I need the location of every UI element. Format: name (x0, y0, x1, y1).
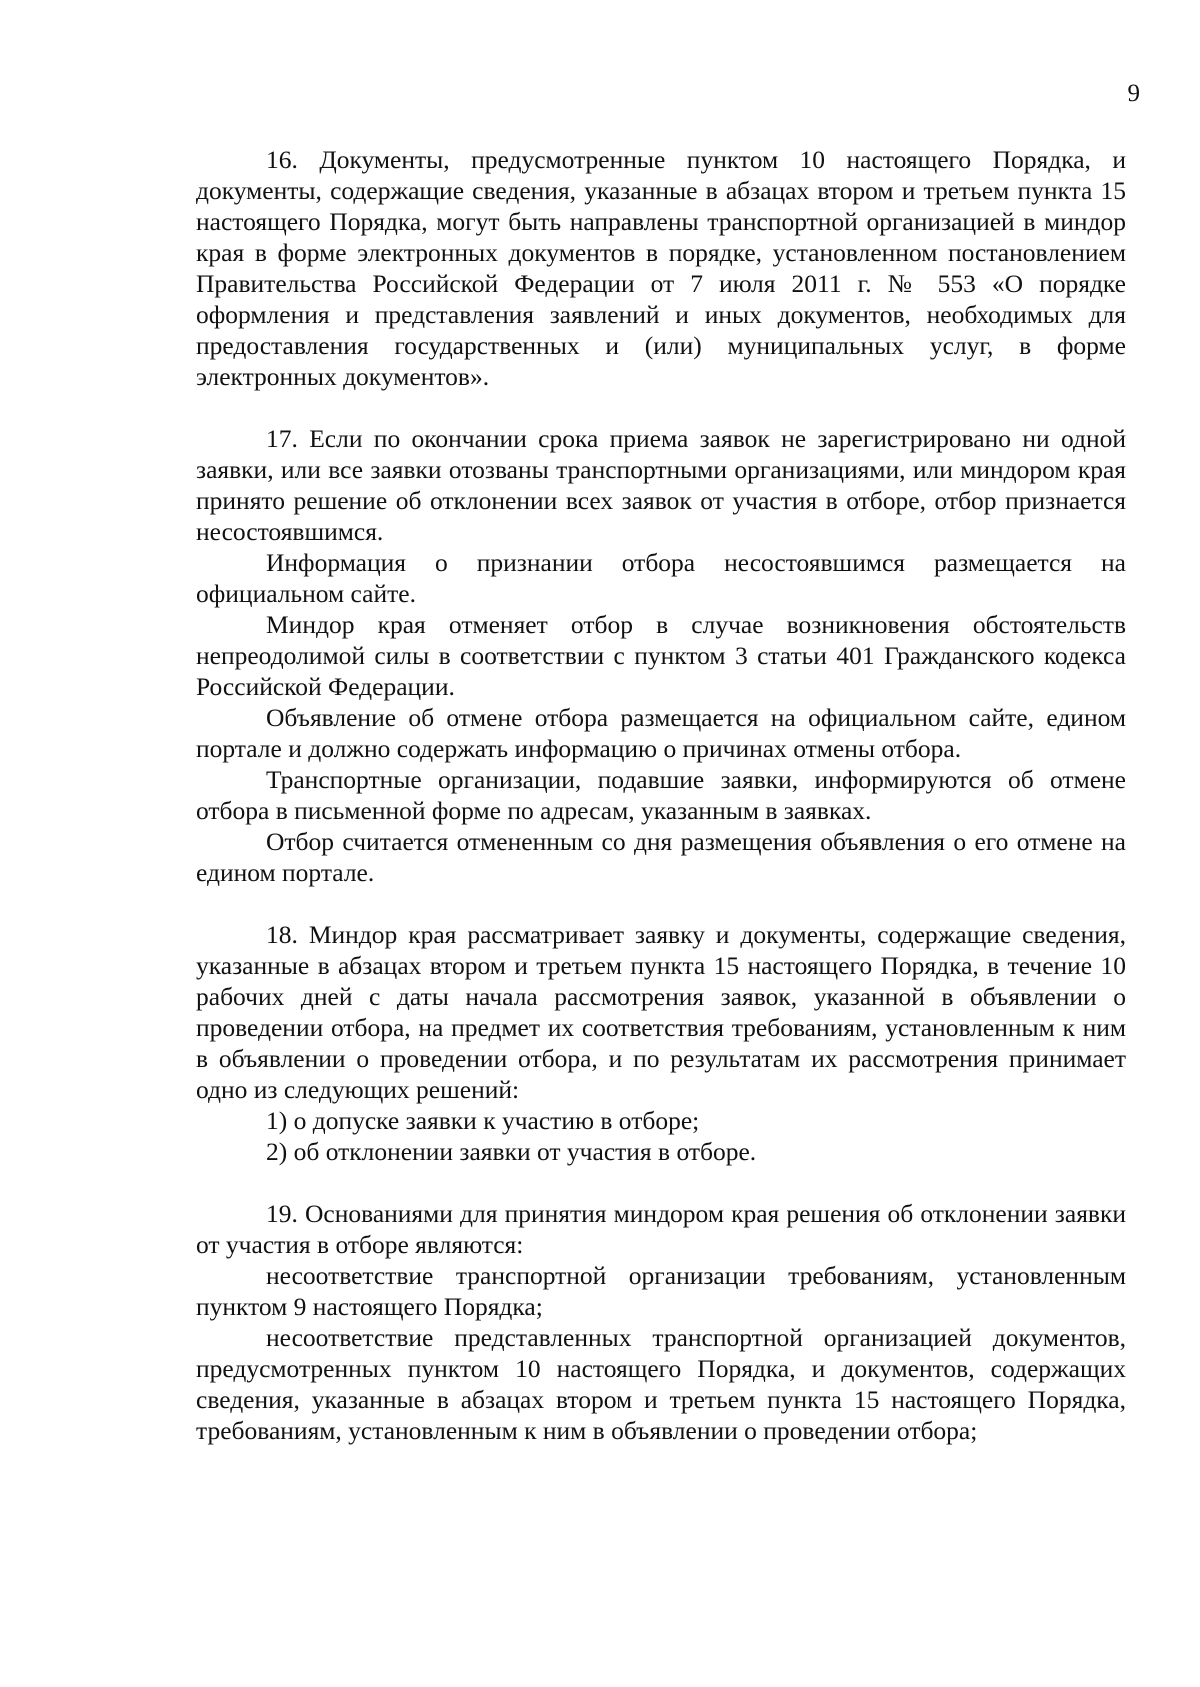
paragraph-16: 16. Документы, предусмотренные пунктом 10 настоящего Порядка, и документы, содержащие сведения, указанные в абзацах втором и третьем пункта 15 настоящего Порядка, могут быть направлены транспортной организацией в миндор края в форме электронных документов в порядке, установленном постановлением Правительства Российской Федерации от 7 июля 2011 г. № 553 «О порядке оформления и представления заявлений и иных документов, необходимых для предоставления государственных и (или) муниципальных услуг, в форме электронных документов». (196, 145, 1126, 391)
paragraph-19: 19. Основаниями для принятия миндором края решения об отклонении заявки от участия в отборе являются: (196, 1199, 1126, 1259)
paragraph-18: 18. Миндор края рассматривает заявку и документы, содержащие сведения, указанные в абзацах втором и третьем пункта 15 настоящего Порядка, в течение 10 рабочих дней с даты начала рассмотрения заявок, указанной в объявлении о проведении отбора, на предмет их соответствия требованиям, установленным к ним в объявлении о проведении отбора, и по результатам их рассмотрения принимает одно из следующих решений: (196, 920, 1126, 1104)
paragraph-gap (196, 888, 1126, 919)
document-body (196, 144, 1126, 1446)
paragraph-19-ground-2: несоответствие представленных транспортной организацией документов, предусмотренных пунктом 10 настоящего Порядка, и документов, содержащих сведения, указанные в абзацах втором и третьем пункта 15 настоящего Порядка, требованиям, установленным к ним в объявлении о проведении отбора; (196, 1323, 1126, 1445)
paragraph-19-ground-1: несоответствие транспортной организации требованиям, установленным пунктом 9 настоящего Порядка; (196, 1261, 1126, 1321)
paragraph-gap (196, 1167, 1126, 1198)
paragraph-gap (196, 392, 1126, 423)
paragraph-17-announcement: Объявление об отмене отбора размещается на официальном сайте, едином портале и должно содержать информацию о причинах отмены отбора. (196, 703, 1126, 763)
paragraph-17-cancel: Миндор края отменяет отбор в случае возникновения обстоятельств непреодолимой силы в соответствии с пунктом 3 статьи 401 Гражданского кодекса Российской Федерации. (196, 610, 1126, 701)
paragraph-17-info: Информация о признании отбора несостоявшимся размещается на официальном сайте. (196, 548, 1126, 608)
list-item: 2) об отклонении заявки от участия в отборе. (266, 1137, 757, 1166)
paragraph-17-cancelled: Отбор считается отмененным со дня размещения объявления о его отмене на едином портале. (196, 827, 1126, 887)
list-item: 1) о допуске заявки к участию в отборе; (266, 1106, 700, 1135)
paragraph-17: 17. Если по окончании срока приема заявок не зарегистрировано ни одной заявки, или все заявки отозваны транспортными организациями, или миндором края принято решение об отклонении всех заявок от участия в отборе, отбор признается несостоявшимся. (196, 424, 1126, 546)
paragraph-17-notify: Транспортные организации, подавшие заявки, информируются об отмене отбора в письменной форме по адресам, указанным в заявках. (196, 765, 1126, 825)
page-number: 9 (1127, 80, 1140, 107)
